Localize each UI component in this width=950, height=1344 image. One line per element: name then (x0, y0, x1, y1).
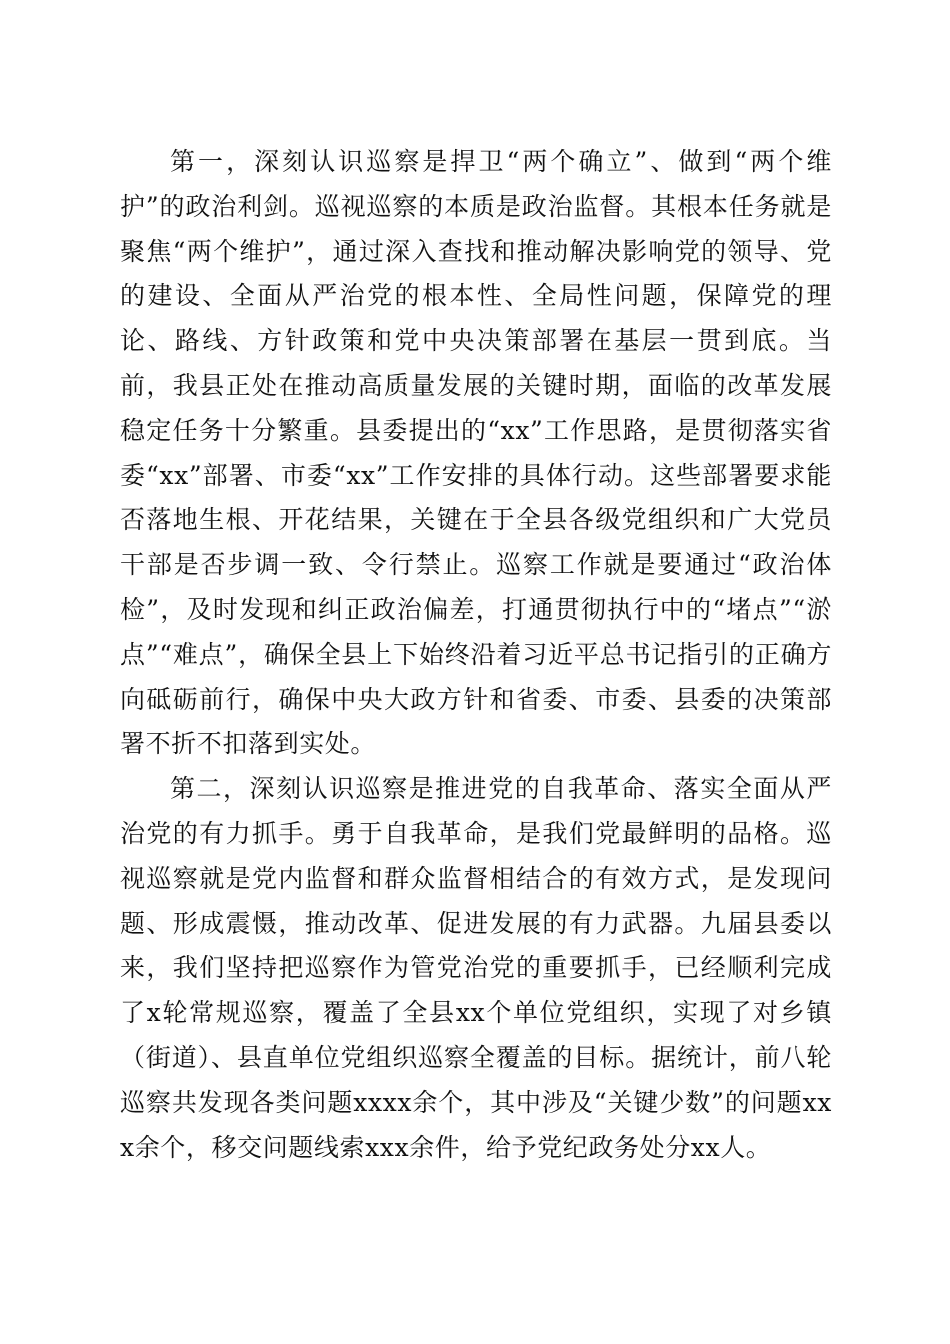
paragraph-1 (120, 140, 832, 767)
paragraph-1-lead: 第一，深刻认识巡察是捍卫“两个确立”、做到“两个维护”的政治利剑。 (120, 147, 832, 221)
document-body (120, 140, 832, 1170)
paragraph-2-body: 勇于自我革命，是我们党最鲜明的品格。巡视巡察就是党内监督和群众监督相结合的有效方式，是发现问题、形成震慑，推动改革、促进发展的有力武器。九届县委以来，我们坚持把巡察作为管党治党的重要抓手，已经顺利完成了x轮常规巡察，覆盖了全县xx个单位党组织，实现了对乡镇（街道）、县直单位党组织巡察全覆盖的目标。据统计，前八轮巡察共发现各类问题xxxx余个，其中涉及“关键少数”的问题xxx余个，移交问题线索xxx余件，给予党纪政务处分xx人。 (120, 818, 832, 1162)
paragraph-2-lead: 第二，深刻认识巡察是推进党的自我革命、落实全面从严治党的有力抓手。 (120, 774, 832, 848)
paragraph-2 (120, 767, 832, 1170)
paragraph-1-body: 巡视巡察的本质是政治监督。其根本任务就是聚焦“两个维护”，通过深入查找和推动解决影响党的领导、党的建设、全面从严治党的根本性、全局性问题，保障党的理论、路线、方针政策和党中央决策部署在基层一贯到底。当前，我县正处在推动高质量发展的关键时期，面临的改革发展稳定任务十分繁重。县委提出的“xx”工作思路，是贯彻落实省委“xx”部署、市委“xx”工作安排的具体行动。这些部署要求能否落地生根、开花结果，关键在于全县各级党组织和广大党员干部是否步调一致、令行禁止。巡察工作就是要通过“政治体检”，及时发现和纠正政治偏差，打通贯彻执行中的“堵点”“淤点”“难点”，确保全县上下始终沿着习近平总书记指引的正确方向砥砺前行，确保中央大政方针和省委、市委、县委的决策部署不折不扣落到实处。 (120, 191, 832, 759)
